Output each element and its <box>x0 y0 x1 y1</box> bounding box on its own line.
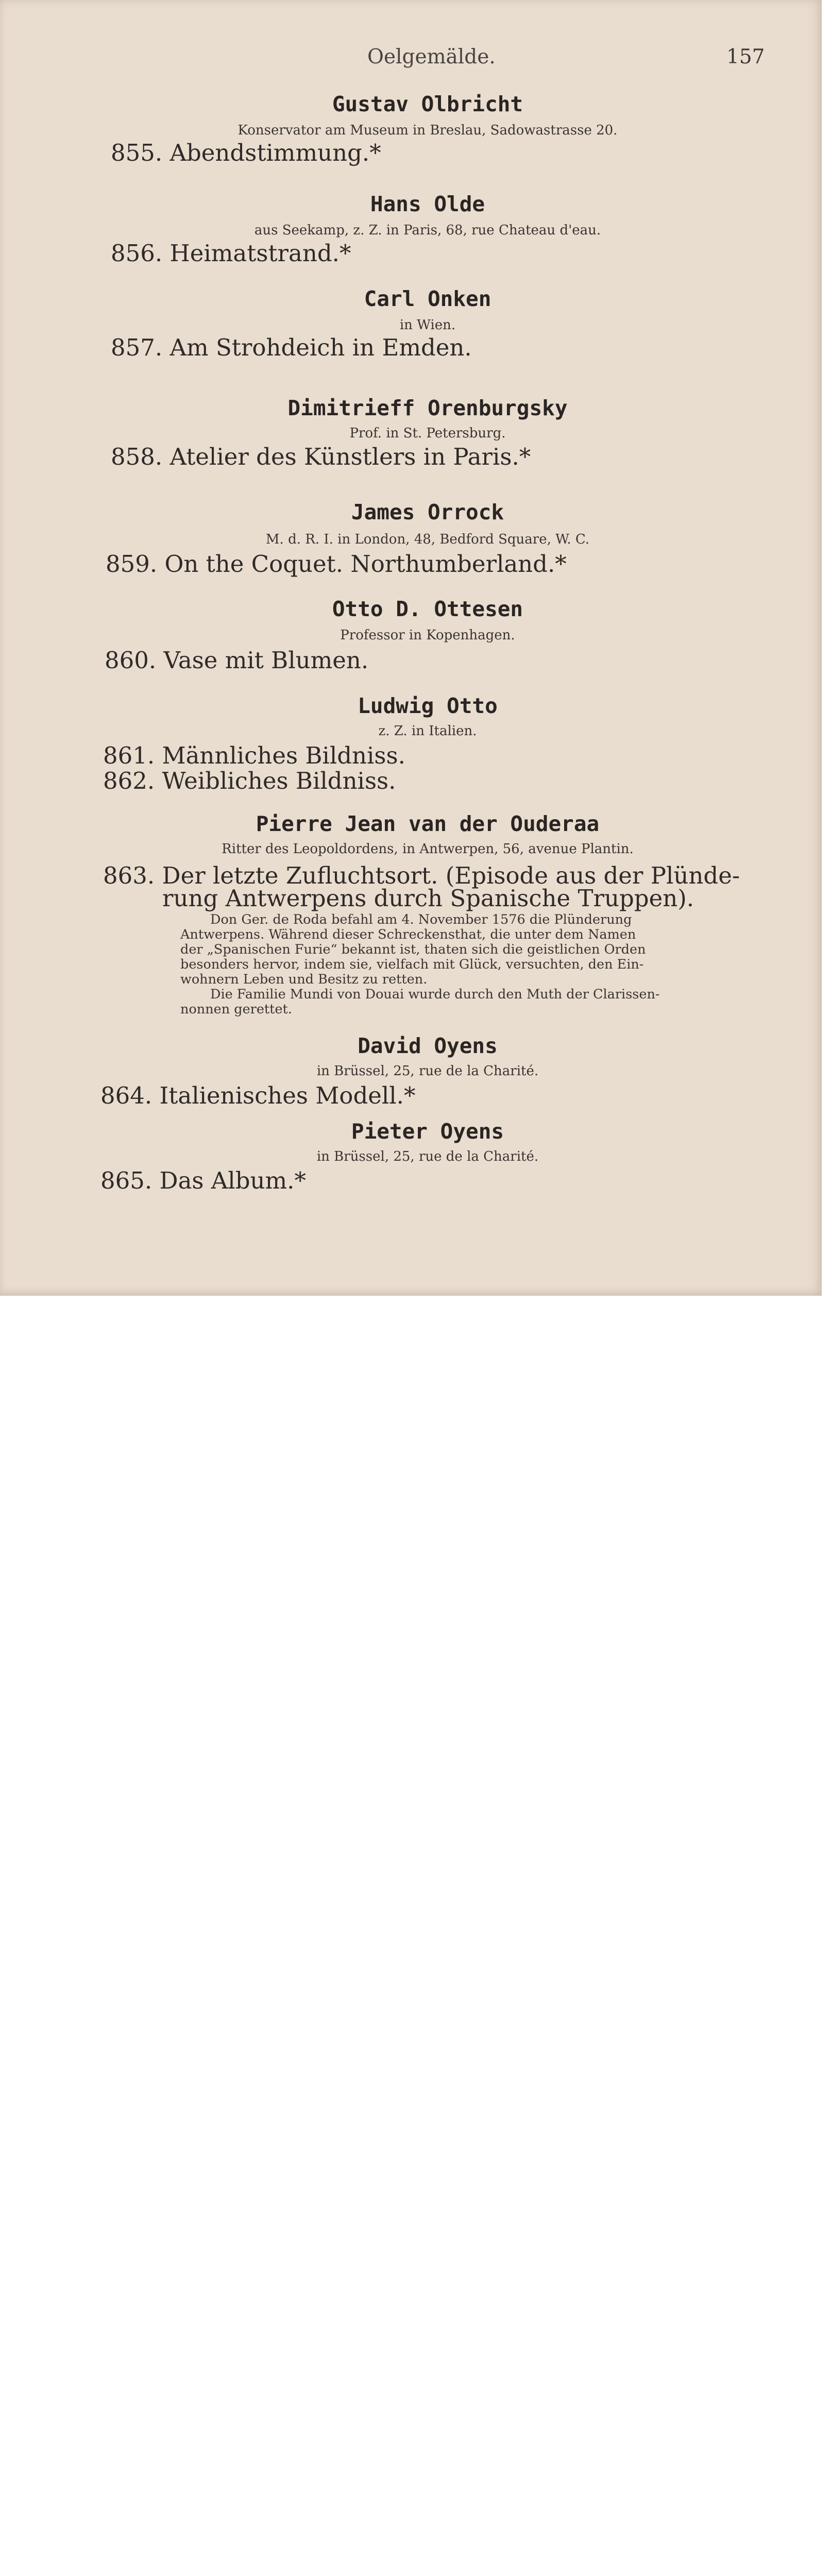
scanned-page <box>0 0 822 1296</box>
artist-info: Prof. in St. Petersburg. <box>349 426 506 441</box>
note-line: nonnen gerettet. <box>180 1002 292 1017</box>
note-line: Don Ger. de Roda befahl am 4. November 1576 die Plünderung <box>210 912 632 927</box>
note-line: wohnern Leben und Besitz zu retten. <box>180 972 428 987</box>
catalog-entry: 857. Am Strohdeich in Emden. <box>111 334 472 361</box>
artist-info: Ritter des Leopoldordens, in Antwerpen, 56, avenue Plantin. <box>222 841 634 857</box>
catalog-entry: 858. Atelier des Künstlers in Paris.* <box>111 443 531 470</box>
note-line: Antwerpens. Während dieser Schreckensthat, die unter dem Namen <box>180 927 636 942</box>
artist-info: in Wien. <box>399 317 456 333</box>
footer-bar <box>0 1296 831 1358</box>
catalog-entry: 855. Abendstimmung.* <box>111 139 381 166</box>
artist-info: Professor in Kopenhagen. <box>340 628 515 643</box>
artist-name: Otto D. Ottesen <box>332 597 523 621</box>
catalog-entry-continuation: rung Antwerpens durch Spanische Truppen). <box>162 885 694 912</box>
catalog-entry: 856. Heimatstrand.* <box>111 240 351 267</box>
artist-name: Pieter Oyens <box>351 1119 504 1144</box>
catalog-entry: 859. On the Coquet. Northumberland.* <box>106 550 567 578</box>
catalog-entry: 865. Das Album.* <box>100 1167 306 1194</box>
artist-name: James Orrock <box>351 500 504 524</box>
running-head: Oelgemälde. <box>367 45 496 69</box>
catalog-entry: 864. Italienisches Modell.* <box>100 1082 416 1109</box>
note-line: besonders hervor, indem sie, vielfach mit Glück, versuchten, den Ein- <box>180 957 644 972</box>
artist-name: Dimitrieff Orenburgsky <box>287 396 568 420</box>
artist-info: M. d. R. I. in London, 48, Bedford Square, W. C. <box>265 532 590 547</box>
catalog-entry: 863. Der letzte Zufluchtsort. (Episode aus der Plünde- <box>103 862 740 889</box>
catalog-entry: 861. Männliches Bildniss. <box>103 742 405 769</box>
artist-info: z. Z. in Italien. <box>378 723 477 739</box>
note-line: Die Familie Mundi von Douai wurde durch den Muth der Clarissen- <box>210 987 660 1002</box>
artist-name: David Oyens <box>358 1033 498 1058</box>
artist-name: Hans Olde <box>370 192 485 216</box>
note-line: der „Spanischen Furie“ bekannt ist, thaten sich die geistlichen Orden <box>180 942 646 957</box>
artist-name: Pierre Jean van der Ouderaa <box>256 811 600 836</box>
artist-name: Gustav Olbricht <box>332 92 523 116</box>
artist-name: Carl Onken <box>364 286 491 311</box>
page-number: 157 <box>726 45 765 69</box>
artist-info: aus Seekamp, z. Z. in Paris, 68, rue Chateau d'eau. <box>254 223 601 238</box>
catalog-entry: 862. Weibliches Bildniss. <box>103 767 396 794</box>
catalog-entry: 860. Vase mit Blumen. <box>105 647 369 674</box>
artist-info: in Brüssel, 25, rue de la Charité. <box>316 1063 539 1079</box>
artist-info: Konservator am Museum in Breslau, Sadowastrasse 20. <box>238 123 618 138</box>
artist-name: Ludwig Otto <box>358 693 498 718</box>
artist-info: in Brüssel, 25, rue de la Charité. <box>316 1149 539 1164</box>
